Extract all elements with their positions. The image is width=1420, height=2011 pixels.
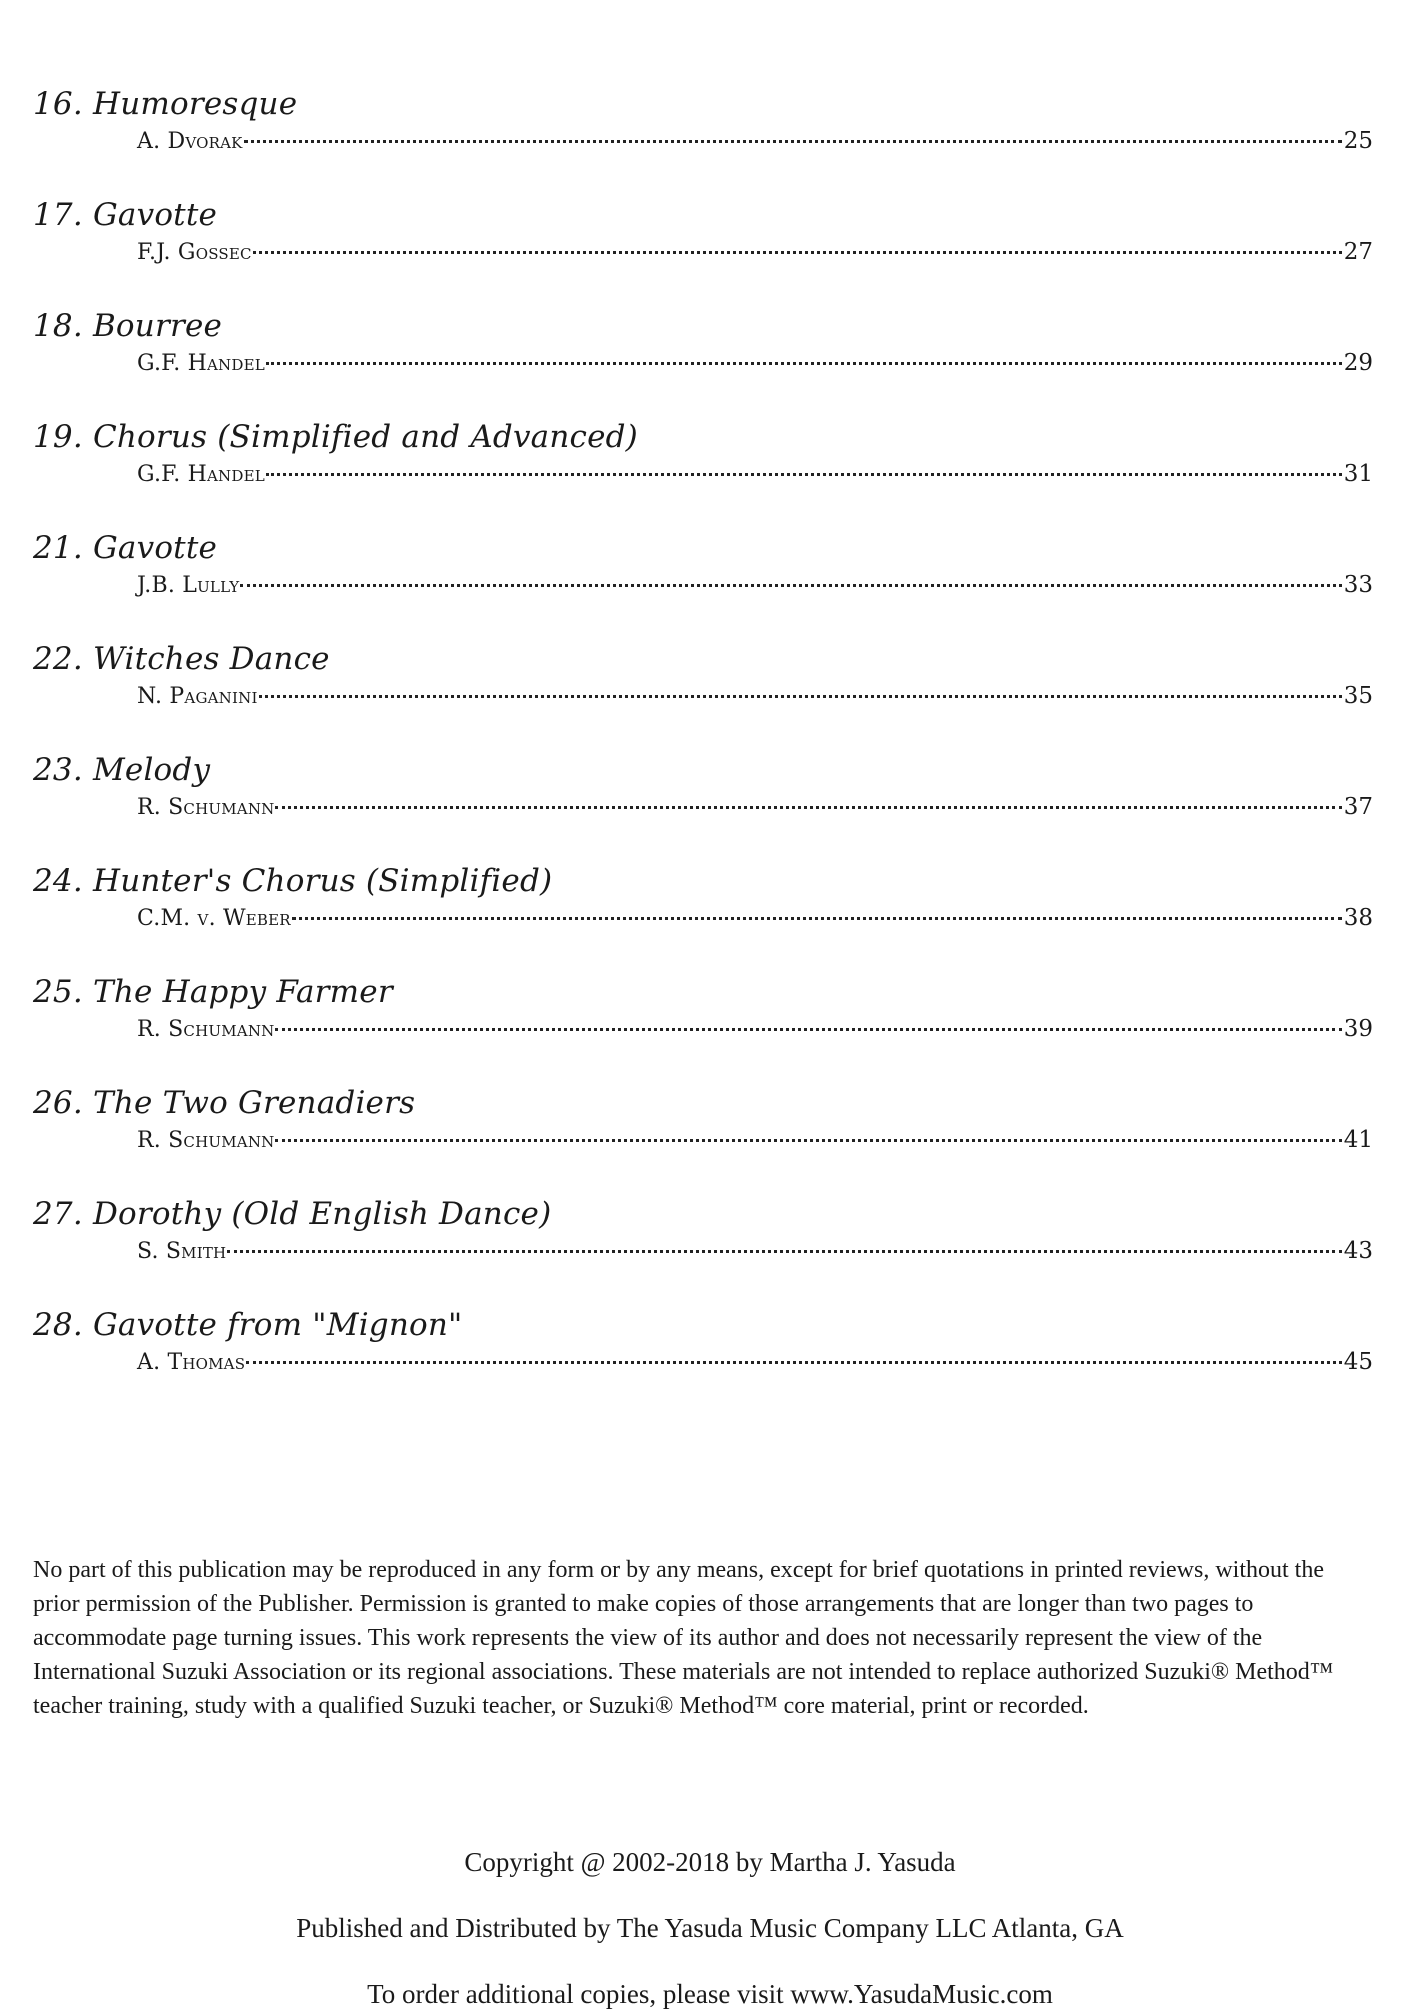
composer-line xyxy=(137,683,1373,719)
page-number: 41 xyxy=(1343,1127,1373,1153)
dot-leader xyxy=(266,473,1342,476)
dot-leader xyxy=(227,1250,1341,1253)
composer-line xyxy=(137,1238,1373,1274)
composer-line xyxy=(137,350,1373,386)
page-number: 38 xyxy=(1343,905,1373,931)
toc-entry[interactable] xyxy=(33,195,1373,306)
toc-entry[interactable] xyxy=(33,861,1373,972)
page-number: 31 xyxy=(1343,461,1373,487)
piece-title: 28. Gavotte from "Mignon" xyxy=(33,1307,463,1343)
composer-line xyxy=(137,461,1373,497)
toc-entry[interactable] xyxy=(33,972,1373,1083)
composer-name: G.F. Handel xyxy=(137,351,265,376)
composer-name: A. Thomas xyxy=(137,1350,246,1375)
composer-line xyxy=(137,1127,1373,1163)
toc-entry[interactable] xyxy=(33,750,1373,861)
page-number: 33 xyxy=(1343,572,1373,598)
page-number: 35 xyxy=(1343,683,1373,709)
piece-title: 26. The Two Grenadiers xyxy=(33,1085,416,1121)
toc-entry[interactable] xyxy=(33,306,1373,417)
toc-entry[interactable] xyxy=(33,639,1373,750)
table-of-contents xyxy=(33,84,1373,1416)
composer-line xyxy=(137,794,1373,830)
page-number: 43 xyxy=(1343,1238,1373,1264)
dot-leader xyxy=(275,1139,1341,1142)
dot-leader xyxy=(253,251,1342,254)
piece-title: 18. Bourree xyxy=(33,308,223,344)
composer-line xyxy=(137,572,1373,608)
composer-name: R. Schumann xyxy=(137,795,275,820)
publisher-line: Published and Distributed by The Yasuda Music Company LLC Atlanta, GA xyxy=(296,1913,1124,1943)
composer-line xyxy=(137,1016,1373,1052)
page-number: 27 xyxy=(1343,239,1373,265)
piece-title: 21. Gavotte xyxy=(33,530,218,566)
composer-name: R. Schumann xyxy=(137,1128,275,1153)
page-number: 39 xyxy=(1343,1016,1373,1042)
dot-leader xyxy=(275,1028,1341,1031)
dot-leader xyxy=(259,695,1342,698)
dot-leader xyxy=(240,584,1341,587)
toc-entry[interactable] xyxy=(33,417,1373,528)
dot-leader xyxy=(292,917,1342,920)
toc-entry[interactable] xyxy=(33,528,1373,639)
composer-line xyxy=(137,128,1373,164)
composer-line xyxy=(137,239,1373,275)
copyright-notice: No part of this publication may be reproduced in any form or by any means, except for brief quotations in printed reviews, without the prior permission of the Publisher. Permission is granted to make copies of those arrangements that are longer than two pages to accommodate page turning issues. This work represents the view of its author and does not necessarily represent the view of the International Suzuki Association or its regional associations. These materials are not intended to replace authorized Suzuki® Method™ teacher training, study with a qualified Suzuki teacher, or Suzuki® Method™ core material, print or recorded. xyxy=(33,1557,1334,1719)
composer-line xyxy=(137,1349,1373,1385)
toc-entry[interactable] xyxy=(33,1305,1373,1416)
piece-title: 24. Hunter's Chorus (Simplified) xyxy=(33,863,553,899)
dot-leader xyxy=(246,1361,1342,1364)
composer-name: F.J. Gossec xyxy=(137,240,252,265)
composer-name: S. Smith xyxy=(137,1239,227,1264)
composer-name: R. Schumann xyxy=(137,1017,275,1042)
composer-name: N. Paganini xyxy=(137,684,258,709)
composer-name: G.F. Handel xyxy=(137,462,265,487)
piece-title: 25. The Happy Farmer xyxy=(33,974,393,1010)
piece-title: 19. Chorus (Simplified and Advanced) xyxy=(33,419,638,455)
page-number: 37 xyxy=(1343,794,1373,820)
piece-title: 27. Dorothy (Old English Dance) xyxy=(33,1196,552,1232)
piece-title: 16. Humoresque xyxy=(33,86,298,122)
piece-title: 22. Witches Dance xyxy=(33,641,330,677)
dot-leader xyxy=(266,362,1342,365)
composer-name: C.M. v. Weber xyxy=(137,906,291,931)
order-info-line: To order additional copies, please visit www.YasudaMusic.com xyxy=(367,1979,1053,2009)
toc-entry[interactable] xyxy=(33,1194,1373,1305)
toc-entry[interactable] xyxy=(33,84,1373,195)
piece-title: 23. Melody xyxy=(33,752,211,788)
dot-leader xyxy=(244,140,1342,143)
page-number: 25 xyxy=(1343,128,1373,154)
page-number: 45 xyxy=(1343,1349,1373,1375)
composer-name: J.B. Lully xyxy=(137,573,240,598)
piece-title: 17. Gavotte xyxy=(33,197,218,233)
dot-leader xyxy=(275,806,1341,809)
composer-name: A. Dvorak xyxy=(137,129,243,154)
toc-entry[interactable] xyxy=(33,1083,1373,1194)
page-number: 29 xyxy=(1343,350,1373,376)
composer-line xyxy=(137,905,1373,941)
copyright-line: Copyright @ 2002-2018 by Martha J. Yasuda xyxy=(464,1847,956,1877)
